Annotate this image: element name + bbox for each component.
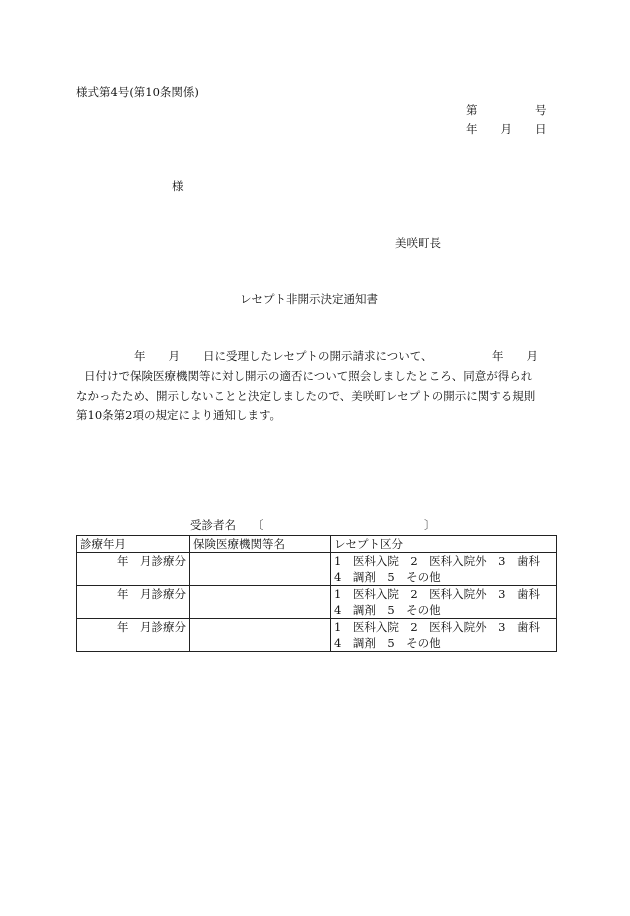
category-cell[interactable] (331, 553, 557, 586)
patient-name-label: 受診者名 (190, 518, 236, 532)
table-header-row (77, 536, 557, 553)
category-cell[interactable] (331, 619, 557, 652)
treatment-month-cell[interactable]: 年 月診療分 (77, 619, 190, 652)
document-title: レセプト非開示決定通知書 (240, 292, 378, 306)
header-treatment-month: 診療年月 (77, 536, 190, 553)
institution-cell[interactable] (190, 553, 331, 586)
body-line-3: なかったため、開示しないことと決定しましたので、美咲町レセプトの開示に関する規則 (76, 389, 536, 403)
category-options-line-1: 1 医科入院 2 医科入院外 3 歯科 (334, 587, 540, 601)
patient-name-open-bracket: 〔 (252, 518, 264, 532)
category-options-line-1: 1 医科入院 2 医科入院外 3 歯科 (334, 554, 540, 568)
institution-cell[interactable] (190, 586, 331, 619)
table-row (77, 586, 557, 619)
treatment-month-cell[interactable]: 年 月診療分 (77, 553, 190, 586)
issuer-name: 美咲町長 (395, 236, 441, 250)
category-options-line-2: 4 調剤 5 その他 (334, 636, 441, 650)
table-row (77, 553, 557, 586)
body-line-4: 第10条第2項の規定により通知します。 (76, 408, 282, 422)
form-number: 様式第4号(第10条関係) (76, 85, 199, 99)
table-row (77, 619, 557, 652)
patient-name-field[interactable] (266, 517, 422, 533)
body-line-2: 日付けで保険医療機関等に対し開示の適否について照会しましたところ、同意が得られ (84, 369, 533, 383)
addressee-suffix: 様 (172, 179, 184, 193)
body-line-1b: 年 月 (492, 349, 538, 363)
institution-cell[interactable] (190, 619, 331, 652)
patient-name-close-bracket: 〕 (424, 518, 436, 532)
header-medical-institution: 保険医療機関等名 (190, 536, 331, 553)
category-options-line-2: 4 調剤 5 その他 (334, 570, 441, 584)
treatment-month-cell[interactable]: 年 月診療分 (77, 586, 190, 619)
document-number: 第 号 (466, 103, 547, 117)
category-options-line-2: 4 調剤 5 その他 (334, 603, 441, 617)
header-receipt-category: レセプト区分 (331, 536, 557, 553)
receipt-table (76, 535, 557, 652)
issue-date: 年 月 日 (466, 122, 547, 136)
category-options-line-1: 1 医科入院 2 医科入院外 3 歯科 (334, 620, 540, 634)
body-line-1a: 年 月 日に受理したレセプトの開示請求について、 (134, 349, 433, 363)
category-cell[interactable] (331, 586, 557, 619)
